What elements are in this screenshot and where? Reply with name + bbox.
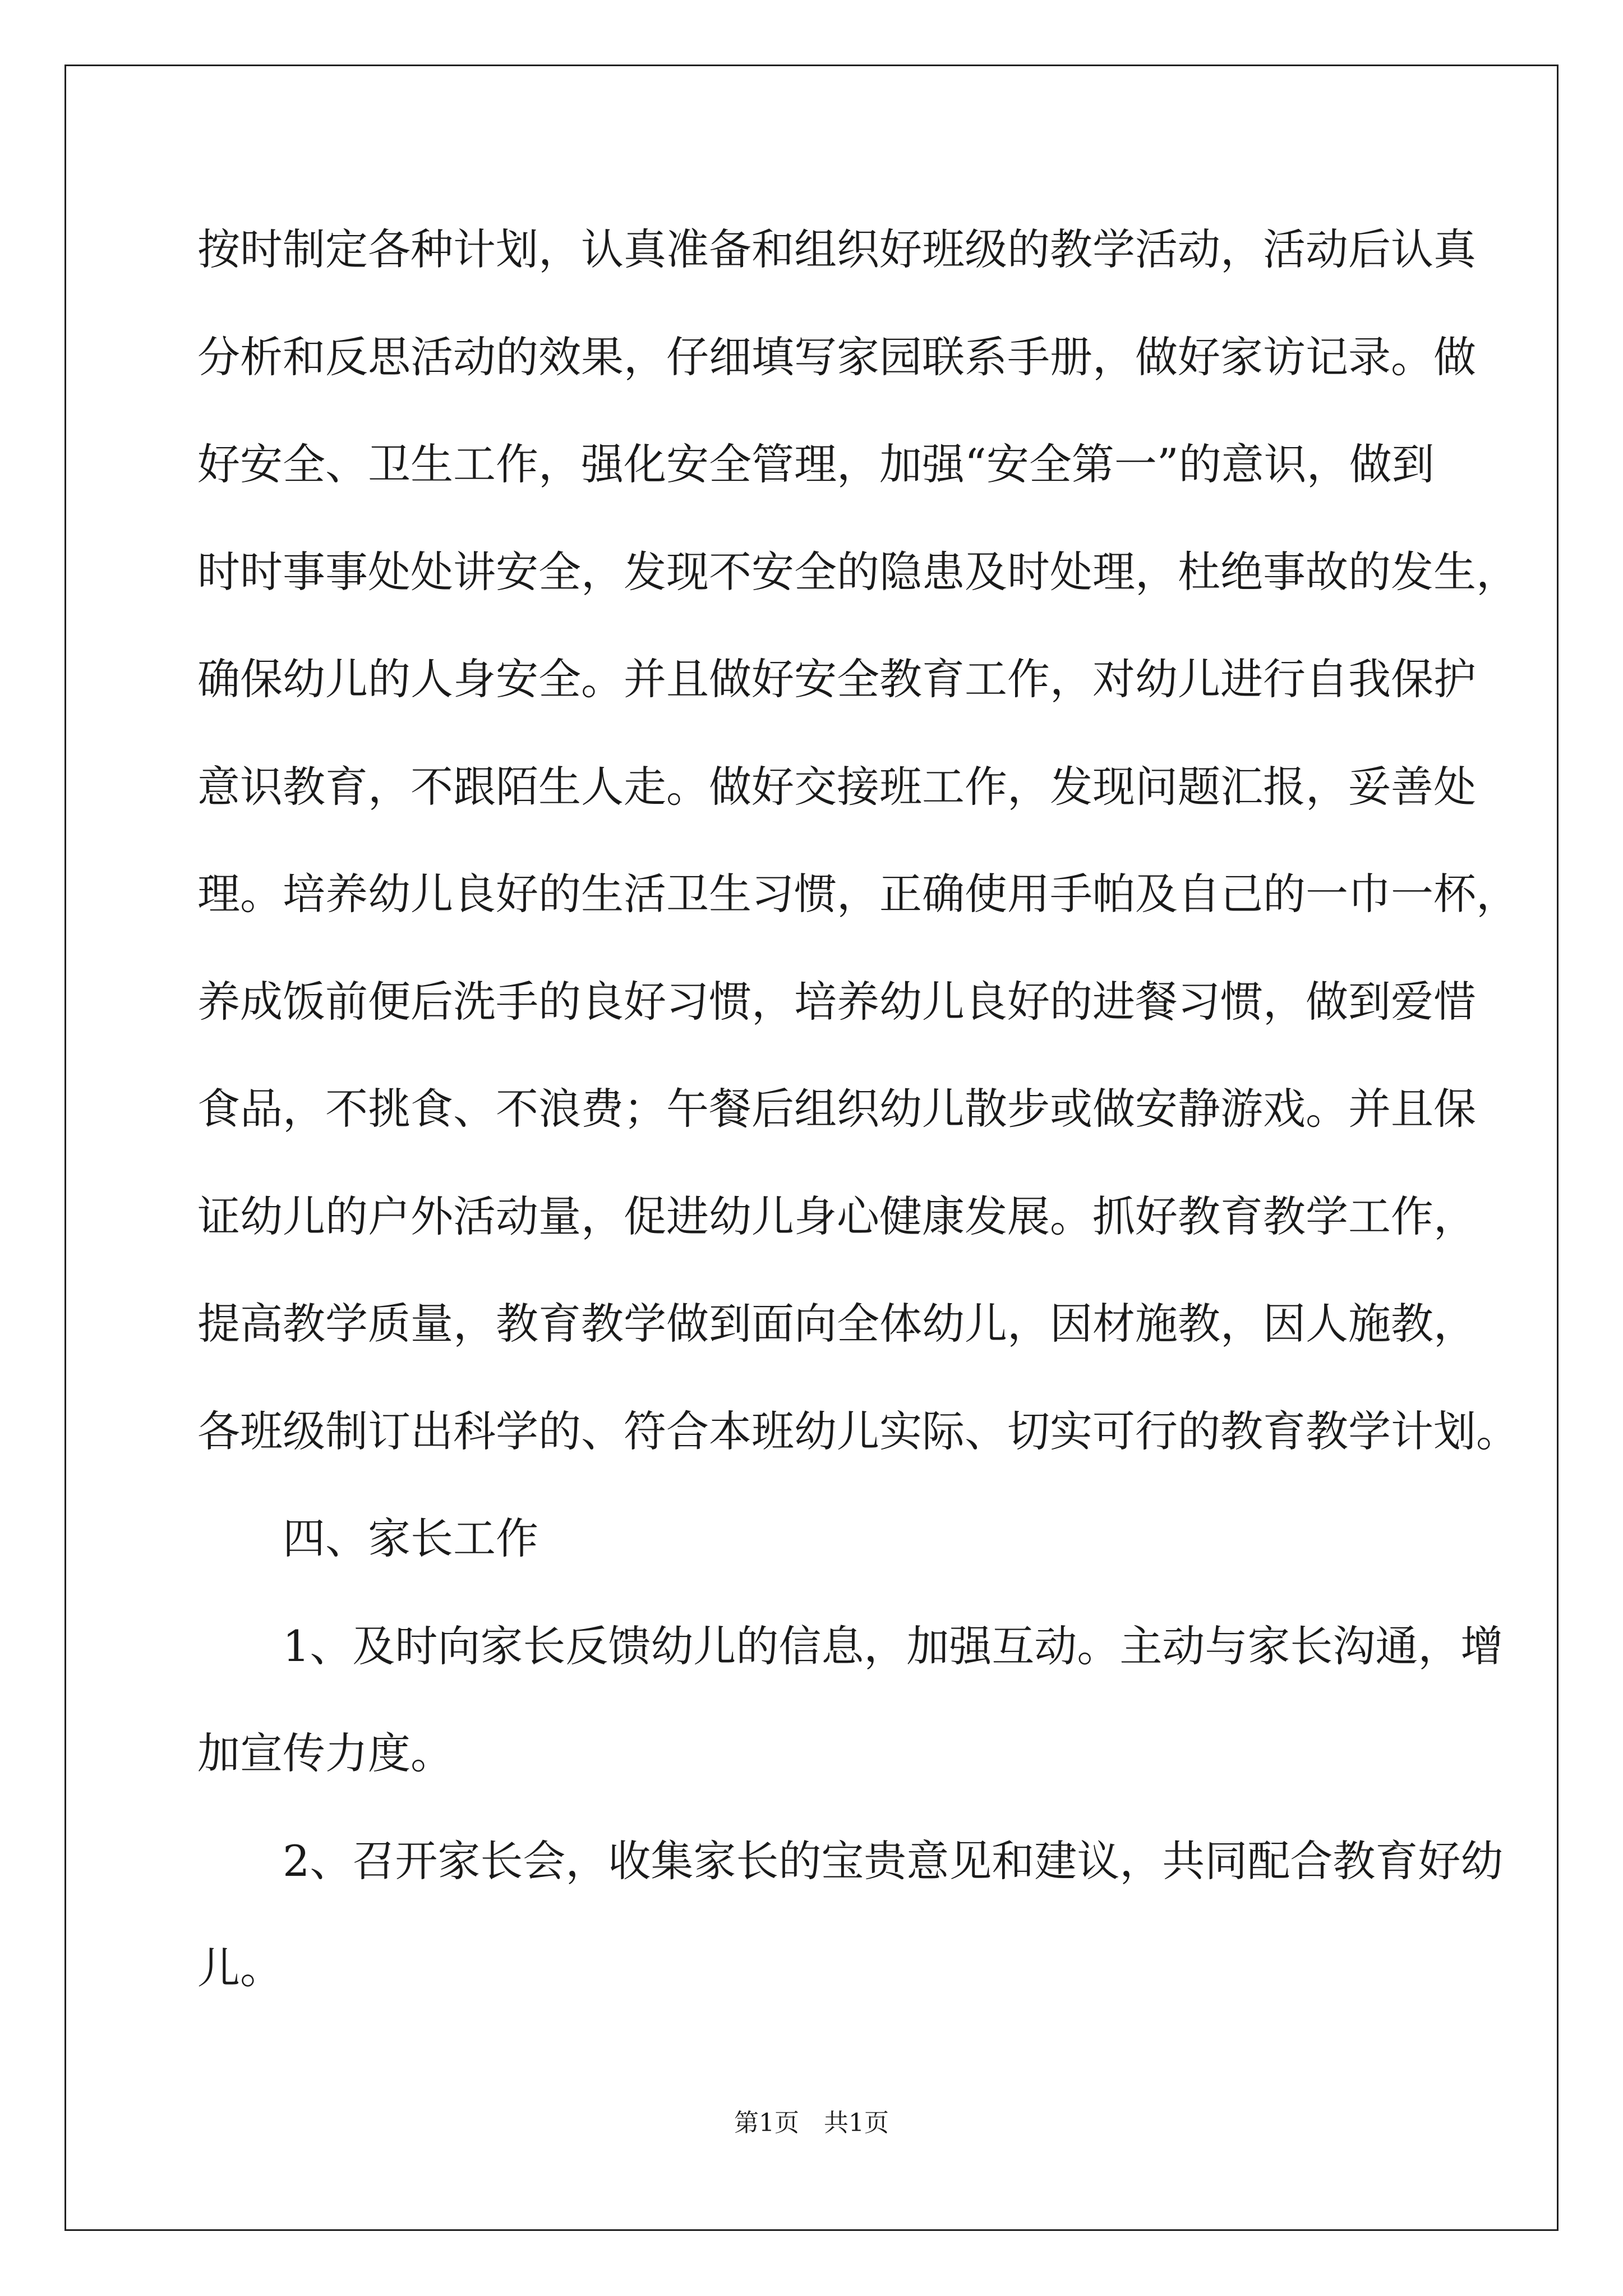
text-line: 养成饭前便后洗手的良好习惯，培养幼儿良好的进餐习惯，做到爱惜 bbox=[197, 976, 1476, 1027]
list-item-2: 2、召开家长会，收集家长的宝贵意见和建议，共同配合教育好幼 bbox=[283, 1835, 1504, 1886]
text-line: 提高教学质量，教育教学做到面向全体幼儿，因材施教，因人施教， bbox=[197, 1299, 1476, 1349]
section-heading: 四、家长工作 bbox=[283, 1513, 538, 1563]
list-item-1: 1、及时向家长反馈幼儿的信息，加强互动。主动与家长沟通，增 bbox=[283, 1621, 1504, 1671]
page-footer: 第1页 共1页 bbox=[734, 2109, 889, 2137]
text-line: 分析和反思活动的效果，仔细填写家园联系手册，做好家访记录。做 bbox=[197, 332, 1476, 382]
text-line: 食品，不挑食、不浪费；午餐后组织幼儿散步或做安静游戏。并且保 bbox=[197, 1084, 1476, 1134]
text-line: 加宣传力度。 bbox=[197, 1728, 453, 1778]
text-line: 好安全、卫生工作，强化安全管理，加强“安全第一”的意识，做到 bbox=[197, 439, 1435, 489]
text-line: 按时制定各种计划，认真准备和组织好班级的教学活动，活动后认真 bbox=[197, 224, 1476, 274]
text-line: 证幼儿的户外活动量，促进幼儿身心健康发展。抓好教育教学工作， bbox=[197, 1191, 1476, 1241]
document-body bbox=[197, 219, 1519, 2045]
text-line: 儿。 bbox=[197, 1943, 283, 1993]
text-line: 理。培养幼儿良好的生活卫生习惯，正确使用手帕及自己的一巾一杯， bbox=[197, 869, 1519, 919]
text-line: 意识教育，不跟陌生人走。做好交接班工作，发现问题汇报，妥善处 bbox=[197, 761, 1476, 812]
text-line: 确保幼儿的人身安全。并且做好安全教育工作，对幼儿进行自我保护 bbox=[197, 654, 1476, 704]
text-line: 各班级制订出科学的、符合本班幼儿实际、切实可行的教育教学计划。 bbox=[197, 1406, 1519, 1456]
text-line: 时时事事处处讲安全，发现不安全的隐患及时处理，杜绝事故的发生， bbox=[197, 546, 1519, 597]
